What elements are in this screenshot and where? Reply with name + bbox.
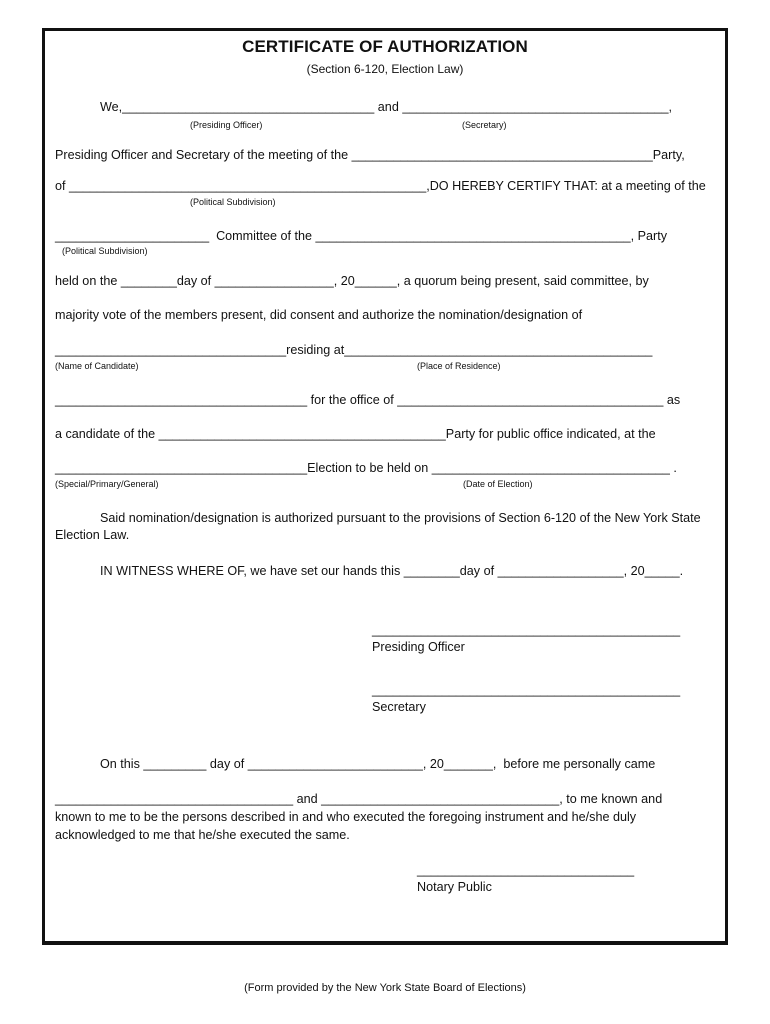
caption-political-subdivision-1: (Political Subdivision) bbox=[190, 197, 276, 207]
line-notary-on-this: On this _________ day of _________________________, 20_______, before me personally came bbox=[100, 757, 656, 771]
line-candidate-of-party: a candidate of the _________________________________________Party for public office indicated, at the bbox=[55, 427, 656, 441]
caption-secretary: (Secretary) bbox=[462, 120, 507, 130]
caption-name-of-candidate: (Name of Candidate) bbox=[55, 361, 139, 371]
signature-line-notary: _______________________________ bbox=[417, 863, 635, 877]
certificate-subtitle: (Section 6-120, Election Law) bbox=[306, 62, 464, 76]
label-secretary: Secretary bbox=[372, 700, 426, 714]
caption-place-of-residence: (Place of Residence) bbox=[417, 361, 501, 371]
line-candidate-residence: _________________________________residing at____________________________________________ bbox=[55, 343, 653, 357]
label-presiding-officer: Presiding Officer bbox=[372, 640, 465, 654]
line-held-on: held on the ________day of _________________, 20______, a quorum being present, said committee, by bbox=[55, 274, 649, 288]
line-meeting-of-party: Presiding Officer and Secretary of the meeting of the ___________________________________________Party, bbox=[55, 148, 685, 162]
signature-line-presiding-officer: ____________________________________________ bbox=[372, 623, 681, 637]
line-notary-known: known to me to be the persons described in and who executed the foregoing instrument and he/she duly bbox=[55, 810, 637, 824]
caption-date-of-election: (Date of Election) bbox=[463, 479, 533, 489]
caption-presiding-officer: (Presiding Officer) bbox=[190, 120, 263, 130]
label-notary-public: Notary Public bbox=[417, 880, 492, 894]
footer-form-source: (Form provided by the New York State Board of Elections) bbox=[244, 982, 526, 994]
line-majority-vote: majority vote of the members present, did consent and authorize the nomination/designation of bbox=[55, 308, 583, 322]
paragraph-authorization: Said nomination/designation is authorized pursuant to the provisions of Section 6-120 of the New York State Election Law. bbox=[55, 511, 701, 542]
line-notary-acknowledged: acknowledged to me that he/she executed the same. bbox=[55, 828, 350, 842]
line-notary-persons: __________________________________ and __________________________________, to me known and bbox=[55, 792, 663, 806]
caption-election-type: (Special/Primary/General) bbox=[55, 479, 159, 489]
line-in-witness: IN WITNESS WHERE OF, we have set our hands this ________day of __________________, 20_____. bbox=[100, 564, 684, 578]
caption-political-subdivision-2: (Political Subdivision) bbox=[62, 246, 148, 256]
line-we-officer-secretary: We,____________________________________ and ______________________________________, bbox=[100, 100, 672, 114]
line-election-held-on: ____________________________________Election to be held on __________________________________ . bbox=[55, 461, 677, 475]
certificate-title: CERTIFICATE OF AUTHORIZATION bbox=[242, 37, 528, 56]
signature-line-secretary: ____________________________________________ bbox=[372, 683, 681, 697]
line-office-of: ____________________________________ for the office of ______________________________________ as bbox=[55, 393, 681, 407]
line-certify: of ___________________________________________________,DO HEREBY CERTIFY THAT: at a meeting of the bbox=[55, 179, 706, 193]
line-committee: ______________________ Committee of the _____________________________________________, Party bbox=[55, 229, 668, 243]
